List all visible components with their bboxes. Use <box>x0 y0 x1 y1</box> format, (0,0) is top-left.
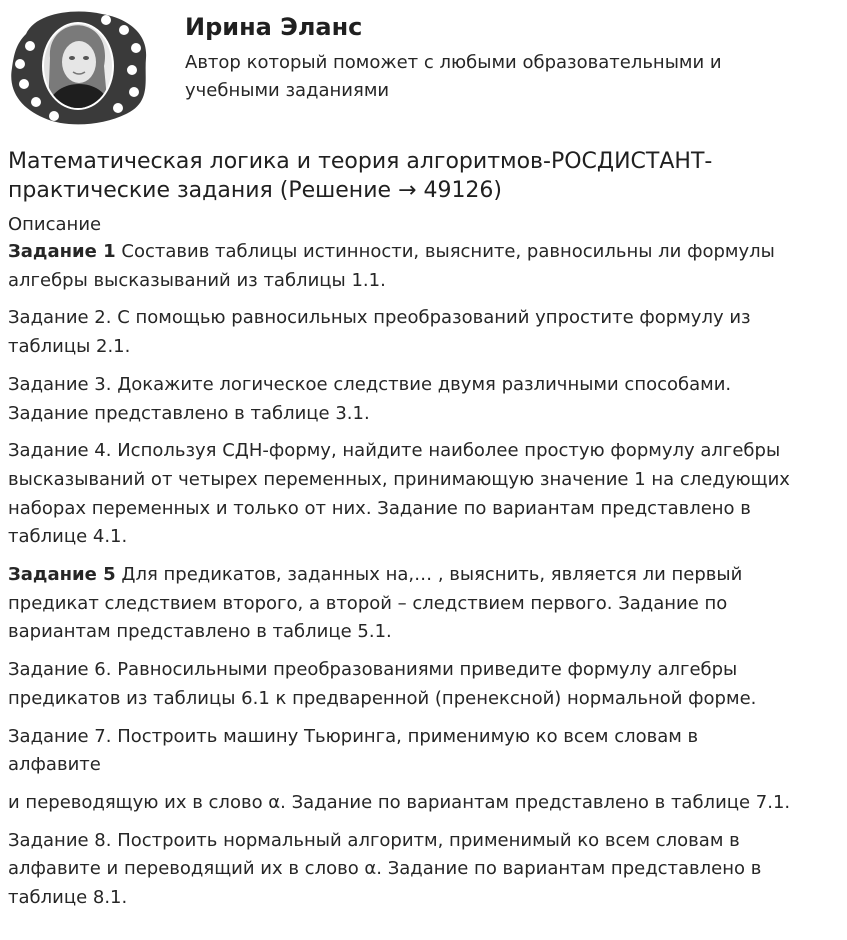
task-line <box>8 238 842 267</box>
task-label: Задание 1 <box>8 241 116 262</box>
task-text: алгебры высказываний из таблицы 1.1. <box>8 269 386 291</box>
task-text: алфавите <box>8 754 101 776</box>
task-paragraph <box>8 656 842 713</box>
task-line <box>8 618 842 647</box>
page-title-line-2: практические задания (Решение → 49126) <box>8 178 503 203</box>
task-text: Задание 6. Равносильными преобразованиями приведите формулу алгебры <box>8 659 738 681</box>
author-description: Автор который поможет с любыми образовательными и учебными заданиями <box>185 52 722 101</box>
task-text: Задание представлено в таблице 3.1. <box>8 402 370 424</box>
task-line <box>8 304 842 333</box>
task-text: Составив таблицы истинности, выясните, равносильны ли формулы <box>115 241 775 262</box>
task-paragraph <box>8 789 842 818</box>
task-line <box>8 437 842 466</box>
task-text: Задание 8. Построить нормальный алгоритм, применимый ко всем словам в <box>8 829 740 851</box>
task-text: Задание 4. Используя СДН-форму, найдите наиболее простую формулу алгебры <box>8 440 781 462</box>
task-line <box>8 400 842 429</box>
task-paragraph <box>8 561 842 647</box>
task-text: наборах переменных и только от них. Задание по вариантам представлено в <box>8 497 751 519</box>
task-line <box>8 685 842 714</box>
task-line <box>8 751 842 780</box>
page-title-line-1: Математическая логика и теория алгоритмов-РОСДИСТАНТ- <box>8 149 713 174</box>
task-paragraph <box>8 723 842 780</box>
task-text: таблице 8.1. <box>8 887 128 909</box>
task-text: Задание 2. С помощью равносильных преобразований упростите формулу из <box>8 307 751 329</box>
task-text: предикат следствием второго, а второй – следствием первого. Задание по <box>8 592 728 614</box>
author-photo-film-frame-icon <box>6 6 152 128</box>
task-text: Задание 3. Докажите логическое следствие двумя различными способами. <box>8 373 732 395</box>
description-label: Описание <box>8 214 102 235</box>
task-text: таблице 4.1. <box>8 526 128 548</box>
task-line <box>8 656 842 685</box>
task-paragraph <box>8 238 842 295</box>
task-text: таблицы 2.1. <box>8 336 131 358</box>
task-text: вариантам представлено в таблице 5.1. <box>8 621 392 643</box>
task-line <box>8 789 842 818</box>
task-line <box>8 371 842 400</box>
task-line <box>8 466 842 495</box>
document-body <box>8 147 842 922</box>
task-line <box>8 495 842 524</box>
task-text: алфавите и переводящий их в слово α. Задание по вариантам представлено в <box>8 858 762 880</box>
task-line <box>8 561 842 590</box>
task-text: и переводящую их в слово α. Задание по вариантам представлено в таблице 7.1. <box>8 791 791 813</box>
task-line <box>8 855 842 884</box>
task-label: Задание 5 <box>8 564 116 586</box>
author-card <box>0 0 847 130</box>
task-line <box>8 827 842 856</box>
task-line <box>8 884 842 913</box>
task-text: предикатов из таблицы 6.1 к предваренной (пренексной) нормальной форме. <box>8 687 757 709</box>
task-line <box>8 590 842 619</box>
task-paragraph <box>8 304 842 361</box>
task-text: Задание 7. Построить машину Тьюринга, применимую ко всем словам в <box>8 725 699 747</box>
task-line <box>8 267 842 296</box>
task-text: высказываний от четырех переменных, принимающую значение 1 на следующих <box>8 468 790 490</box>
page-title <box>8 147 842 205</box>
task-line <box>8 523 842 552</box>
task-line <box>8 333 842 362</box>
author-name[interactable]: Ирина Эланс <box>185 13 363 41</box>
task-paragraph <box>8 827 842 913</box>
task-line <box>8 723 842 752</box>
task-text: Для предикатов, заданных на,… , выяснить, является ли первый <box>115 564 743 586</box>
task-list <box>8 238 842 913</box>
task-paragraph <box>8 437 842 552</box>
task-paragraph <box>8 371 842 428</box>
